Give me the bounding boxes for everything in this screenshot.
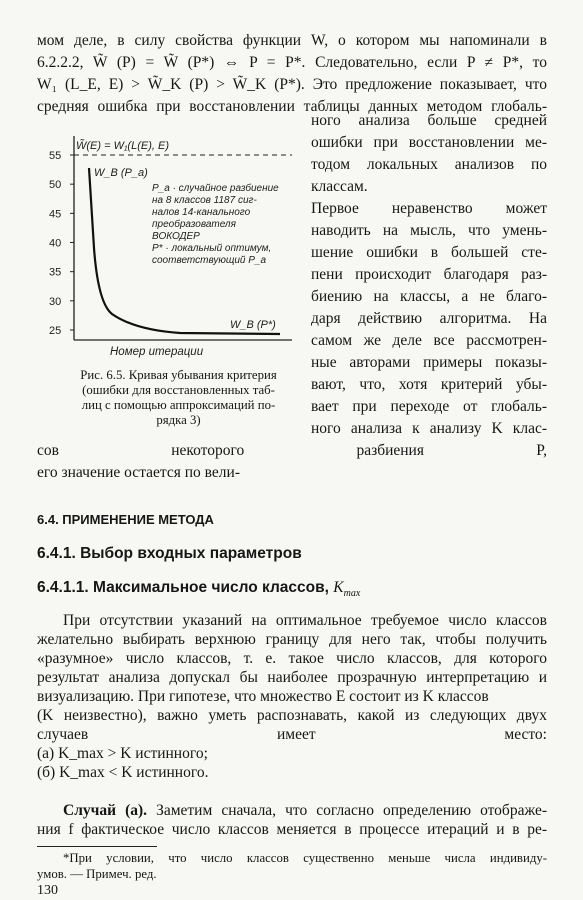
- legend-line: ВОКОДЕР: [152, 231, 200, 242]
- subsubsection-heading: 6.4.1.1. Максимальное число классов, $K_{max}$: [37, 579, 361, 600]
- text-line: Первое неравенство может: [311, 200, 547, 217]
- text-line: биению на классы, а не благо-: [311, 288, 547, 305]
- text-line: вают, что, хотя критерий убы-: [311, 376, 547, 393]
- y-tick-label: 30: [49, 295, 62, 308]
- text-line: его значение остается по вели-: [37, 464, 240, 481]
- text-line: мом деле, в силу свойства функции W, о котором мы напоминали в: [37, 32, 547, 49]
- y-tick-label: 40: [49, 237, 62, 250]
- section-heading: 6.4. ПРИМЕНЕНИЕ МЕТОДА: [37, 512, 214, 527]
- y-tick-label: 45: [49, 208, 62, 221]
- legend-line: соответствующий P_a: [152, 255, 267, 266]
- text-line: ные авторами примеры показы-: [311, 354, 547, 371]
- text-line: «разумное» число классов, т. е. такое число классов, для которого: [37, 650, 547, 667]
- text-line: средняя ошибка при восстановлении таблицы данных методом глобаль-: [37, 98, 547, 115]
- figure-criterion-curve: [40, 118, 310, 366]
- text-line: результат анализа допускал бы наиболее прозрачную интерпретацию и: [37, 669, 547, 686]
- dashed-line-label: W̃(E) = W₁(L(E), E): [76, 140, 169, 152]
- legend-line: P_a · случайное разбиение: [152, 183, 279, 194]
- text-line: визуализацию. При гипотезе, что множество E состоит из K классов: [37, 688, 489, 705]
- text-line: классам.: [311, 178, 368, 195]
- text-line: (б) K_max < K истинного.: [37, 764, 209, 781]
- y-tick-label: 35: [49, 266, 62, 279]
- figure-caption-line: Рис. 6.5. Кривая убывания критерия: [80, 368, 277, 382]
- text-line: наводить на мысль, что умень-: [311, 222, 547, 239]
- text-line: ного анализа больше средней: [311, 112, 547, 129]
- text-line: ошибки при восстановлении ме-: [311, 134, 547, 151]
- text-line: 6.2.2.2, W̃ (P) = W̃ (P*) ⇔ P = P*. Следовательно, если P ≠ P*, то: [37, 54, 547, 71]
- text-line: желательно выбирать верхнюю границу для него так, чтобы получить: [37, 631, 547, 648]
- text-line: даря действию алгоритма. На: [311, 310, 547, 327]
- text-line: (а) K_max > K истинного;: [37, 745, 208, 762]
- page-number: 130: [37, 883, 58, 898]
- footnote-line: *При условии, что число классов существенно меньше числа индивиду-: [63, 851, 547, 865]
- text-line: ного анализа к анализу K клас-: [311, 420, 547, 437]
- text-line: тодом локальных анализов по: [311, 156, 547, 173]
- legend-line: P* · локальный оптимум,: [152, 243, 272, 254]
- legend-line: преобразователя: [152, 219, 236, 230]
- legend-line: на 8 классов 1187 сиг-: [152, 195, 257, 206]
- curve-end-label: W_B (P*): [230, 319, 276, 331]
- subsection-heading: 6.4.1. Выбор входных параметров: [37, 545, 302, 562]
- text-line: ния f фактическое число классов меняется в процессе итераций и в ре-: [37, 821, 547, 838]
- text-line: самом же деле все рассмотрен-: [311, 332, 547, 349]
- y-tick-label: 55: [49, 150, 62, 162]
- text-line: случаев имеет место:: [37, 726, 547, 743]
- y-tick-label: 25: [49, 325, 62, 337]
- figure-caption-line: рядка 3): [156, 413, 201, 427]
- footnote-rule: [37, 846, 157, 847]
- figure-caption-line: лиц с помощью аппроксимаций по-: [81, 398, 276, 412]
- figure-caption-line: (ошибки для восстановленных таб-: [82, 383, 275, 397]
- legend-line: налов 14-канального: [152, 207, 251, 218]
- curve-top-label: W_B (P_a): [94, 167, 148, 179]
- text-line: (K неизвестно), важно уметь распознавать, какой из следующих двух: [37, 707, 547, 724]
- text-line: При отсутствии указаний на оптимальное требуемое число классов: [63, 612, 547, 629]
- y-tick-label: 50: [49, 179, 62, 192]
- text-line: вает при переходе от глобаль-: [311, 398, 547, 415]
- text-line: пени происходит благодаря раз-: [311, 266, 547, 283]
- text-line: шение ошибки в большей сте-: [311, 244, 547, 261]
- text-line: Случай (а). Заметим сначала, что согласно определению отображе-: [63, 802, 547, 819]
- footnote-line: умов. — Примеч. ред.: [37, 867, 157, 881]
- text-line: W₁ (L_E, E) > W̃_K (P) > W̃_K (P*). Это предложение показывает, что: [37, 76, 547, 93]
- x-axis-label: Номер итерации: [110, 346, 204, 358]
- text-line: сов некоторого разбиения P,: [37, 442, 547, 459]
